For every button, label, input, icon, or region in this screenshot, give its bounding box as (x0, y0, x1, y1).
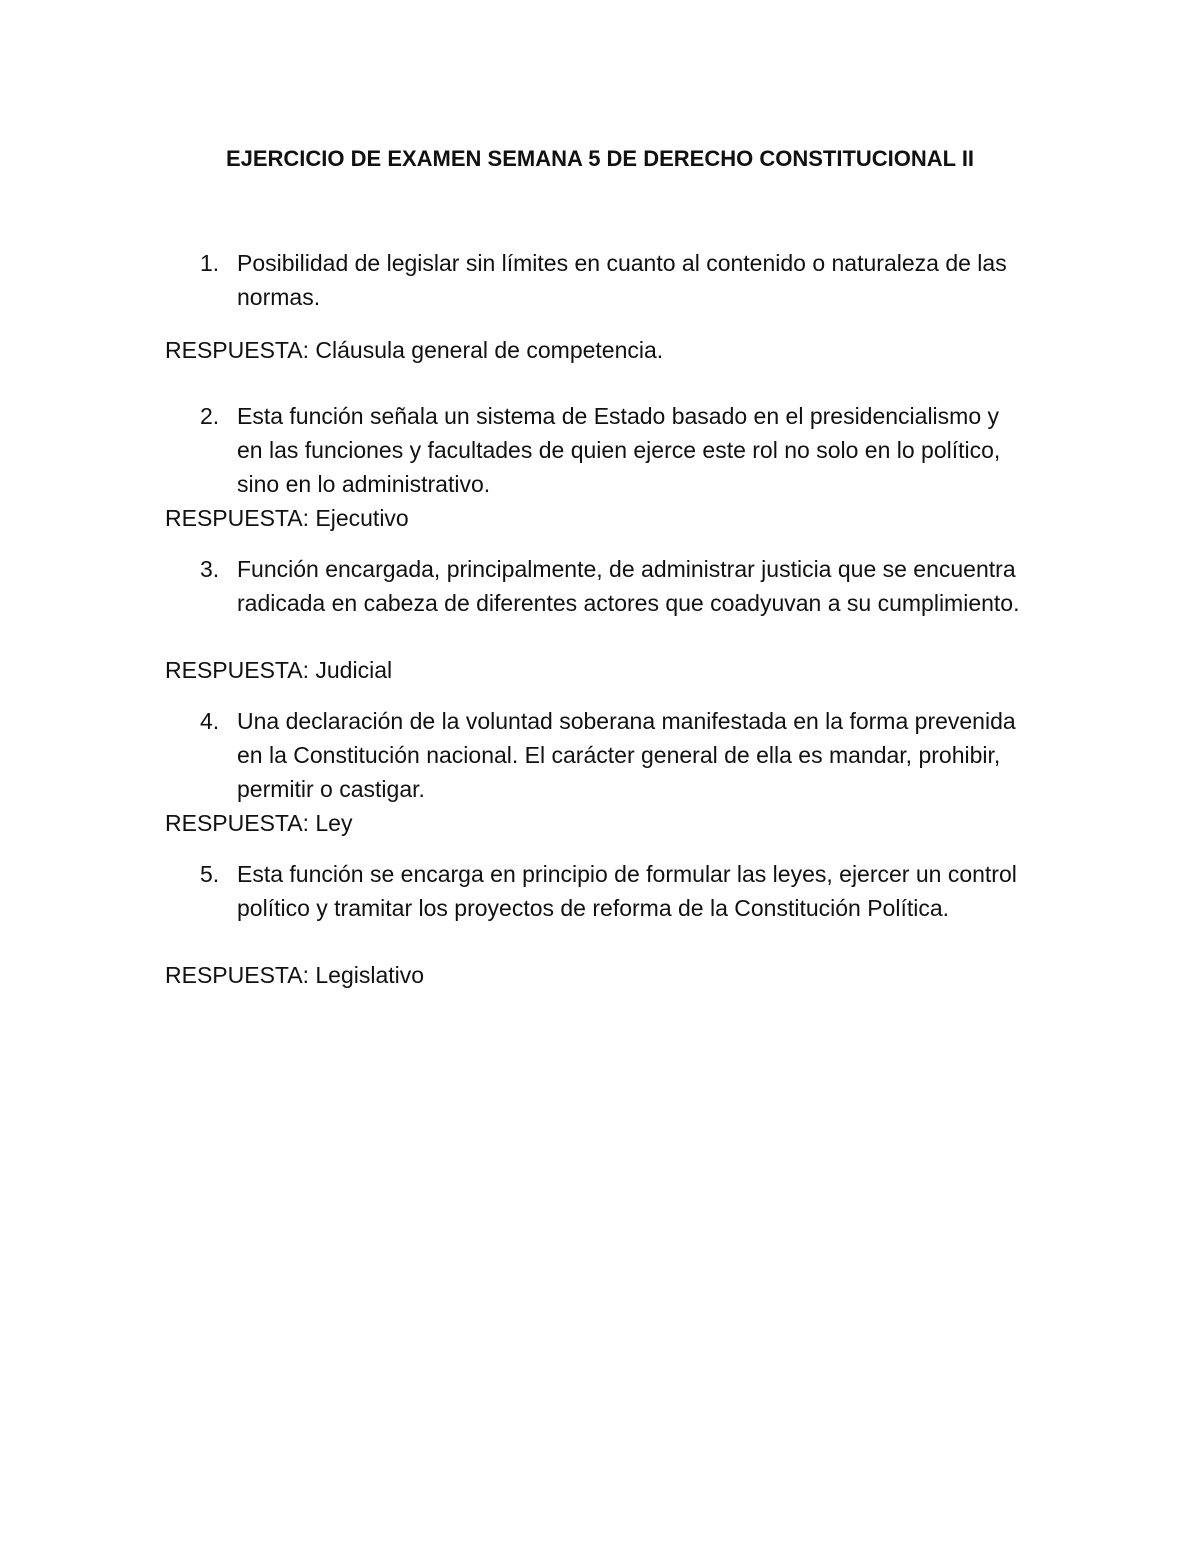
question-text: Función encargada, principalmente, de administrar justicia que se encuentra radicada en cabeza de diferentes actores que coadyuvan a su cumplimiento. (237, 556, 1020, 616)
question-number: 4. (200, 708, 220, 734)
question-item (200, 246, 1030, 314)
question-item (200, 552, 1030, 620)
question-number: 3. (200, 556, 220, 582)
question-number: 2. (200, 403, 220, 429)
answer-prefix: RESPUESTA: (165, 657, 309, 683)
question-text: Esta función señala un sistema de Estado basado en el presidencialismo y en las funciones y facultades de quien ejerce este rol no solo en lo político, sino en lo administrativo. (237, 403, 1001, 497)
answer-prefix: RESPUESTA: (165, 810, 309, 836)
question-number: 5. (200, 861, 220, 887)
answer-line (165, 501, 409, 535)
answer-prefix: RESPUESTA: (165, 337, 309, 363)
answer-text: Cláusula general de competencia. (315, 337, 664, 363)
question-text: Una declaración de la voluntad soberana manifestada en la forma prevenida en la Constitución nacional. El carácter general de ella es mandar, prohibir, permitir o castigar. (237, 708, 1016, 802)
answer-line (165, 806, 352, 840)
question-text: Esta función se encarga en principio de formular las leyes, ejercer un control político y tramitar los proyectos de reforma de la Constitución Política. (237, 861, 1017, 921)
answer-line (165, 653, 392, 687)
answer-text: Judicial (315, 657, 393, 683)
question-item (200, 399, 1030, 501)
answer-text: Legislativo (315, 962, 425, 988)
answer-line (165, 958, 424, 992)
document-title: EJERCICIO DE EXAMEN SEMANA 5 DE DERECHO CONSTITUCIONAL II (225, 146, 975, 171)
question-item (200, 704, 1030, 806)
answer-prefix: RESPUESTA: (165, 962, 309, 988)
question-item (200, 857, 1030, 925)
answer-prefix: RESPUESTA: (165, 505, 309, 531)
answer-text: Ley (315, 810, 353, 836)
question-text: Posibilidad de legislar sin límites en cuanto al contenido o naturaleza de las normas. (237, 250, 1007, 310)
answer-line (165, 333, 663, 367)
question-number: 1. (200, 250, 220, 276)
answer-text: Ejecutivo (315, 505, 409, 531)
